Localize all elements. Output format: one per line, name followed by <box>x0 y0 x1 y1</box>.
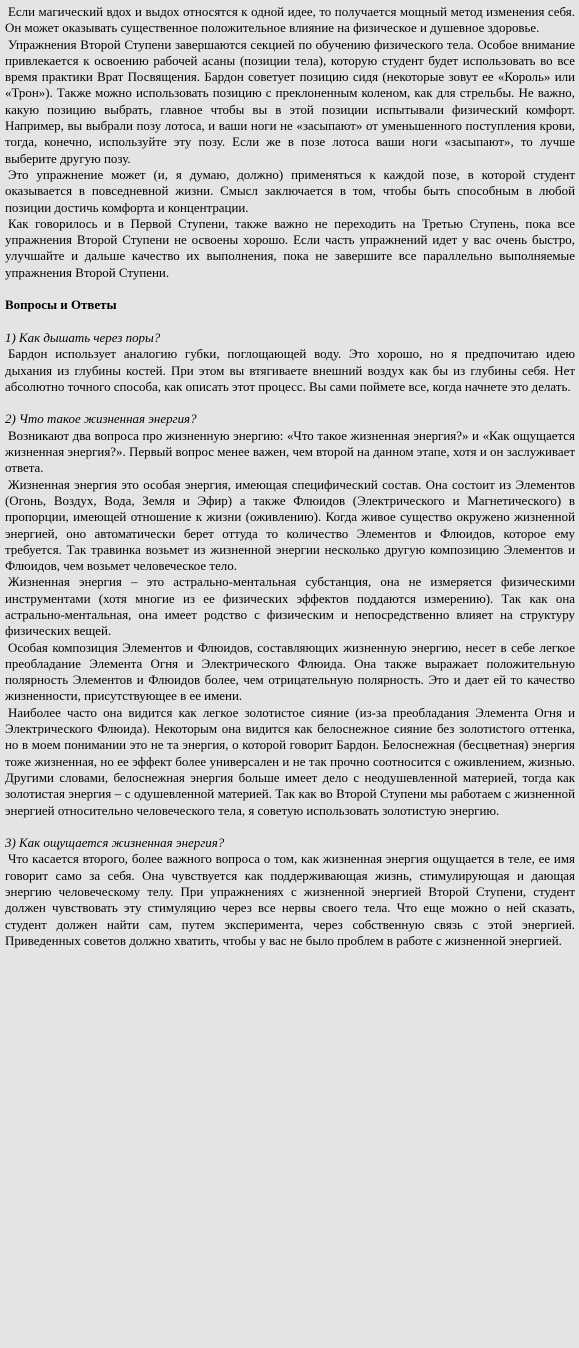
answer-paragraph: Наиболее часто она видится как легкое золотистое сияние (из-за преобладания Элемента Огня и Электрического Флюида). Некоторым она видится как белоснежное сияние без золотистого оттенка, но в моем понимании это не та энергия, о которой говорит Бардон. Белоснежная (бесцветная) энергия тоже жизненная, но ее эффект более универсален и не так прочно соотносится с оживлением, жизнью. Другими словами, белоснежная энергия больше имеет дело с неодушевленной материей, тогда как золотистая энергия – с одушевленной материей. Так как во Второй Ступени мы работаем с жизненной энергией относительно человеческого тела, я советую использовать золотистую энергию. <box>5 704 575 818</box>
intro-paragraph: Упражнения Второй Ступени завершаются секцией по обучению физического тела. Особое внимание привлекается к освоению рабочей асаны (позиции тела), которую студент будет использовать во все время практики Врат Посвящения. Бардон советует позицию сидя (некоторые зовут ее «Король» или «Трон»). Также можно использовать позицию с преклоненным коленом, как для стрельбы. Не важно, какую позицию выбрать, главное чтобы вы в этой позиции испытывали физический комфорт. Например, вы выбрали позу лотоса, и ваши ноги не «засыпают» от уменьшенного поступления крови, тогда, конечно, используйте эту позу. Если же в позе лотоса ваши ноги «засыпают», то лучше выберите другую позу. <box>5 36 575 166</box>
question-title: 1) Как дышать через поры? <box>5 329 161 345</box>
question-block-1 <box>5 330 575 395</box>
answer-paragraph: Что касается второго, более важного вопроса о том, как жизненная энергия ощущается в теле, ее имя говорит само за себя. Она чувствуется как поддерживающая жизнь, стимулирующая и дающая энергию человеческому телу. При упражнениях с жизненной энергией Второй Ступени, студент должен чувствовать эту стимуляцию через все нервы своего тела. Что еще можно о ней сказать, студент должен найти сам, путем эксперимента, через собственную связь с этой энергией. Приведенных советов должно хватить, чтобы у вас не было проблем в работе с жизненной энергией. <box>5 851 575 948</box>
answer-paragraph: Особая композиция Элементов и Флюидов, составляющих жизненную энергию, несет в себе легкое преобладание Элемента Огня и Электрического Флюида. Она также выражает положительную полярность Элементов и Флюидов более, чем отрицательную полярность. Это и дает ей то качество жизненности, присутствующее в ее имени. <box>5 639 575 704</box>
document-page <box>0 4 579 1348</box>
question-block-2 <box>5 411 575 818</box>
question-block-3 <box>5 835 575 949</box>
intro-paragraph: Как говорилось и в Первой Ступени, также важно не переходить на Третью Ступень, пока все упражнения Второй Ступени не освоены хорошо. Если часть упражнений идет у вас очень быстро, улучшайте и дальше качество их выполнения, пока не завершите все параллельно выполняемые упражнения Второй Ступени. <box>5 215 575 280</box>
answer-paragraph: Жизненная энергия – это астрально-ментальная субстанция, она не измеряется физическими инструментами (хотя многие из ее физических эффектов поддаются измерению). Так как она астрально-ментальная, она имеет родство с физическим и непосредственно влияет на структуру физических вещей. <box>5 574 575 639</box>
question-title: 3) Как ощущается жизненная энергия? <box>5 835 225 851</box>
intro-paragraph: Это упражнение может (и, я думаю, должно) применяться к каждой позе, в которой студент оказывается в повседневной жизни. Смысл заключается в том, чтобы быть способным в любой позиции достичь комфорта и концентрации. <box>5 166 575 215</box>
intro-paragraph: Если магический вдох и выдох относятся к одной идее, то получается мощный метод изменения себя. Он может оказывать существенное положительное влияние на физическое и душевное здоровье. <box>5 4 575 36</box>
qa-heading: Вопросы и Ответы <box>5 297 117 313</box>
answer-paragraph: Бардон использует аналогию губки, поглощающей воду. Это хорошо, но я предпочитаю идею дыхания из глубины костей. При этом вы втягиваете внешний воздух как бы из глубины себя. Нет абсолютно точного способа, как описать этот процесс. Вы сами поймете все, когда начнете это делать. <box>5 346 575 394</box>
spacer <box>5 314 575 330</box>
spacer <box>5 395 575 411</box>
spacer <box>5 819 575 835</box>
spacer <box>5 281 575 297</box>
question-title: 2) Что такое жизненная энергия? <box>5 411 197 427</box>
answer-paragraph: Возникают два вопроса про жизненную энергию: «Что такое жизненная энергия?» и «Как ощущается жизненная энергия?». Первый вопрос менее важен, чем второй на данном этапе, хотя и он заслуживает ответа. <box>5 427 575 476</box>
intro-section <box>5 4 575 281</box>
answer-paragraph: Жизненная энергия это особая энергия, имеющая специфический состав. Она состоит из Элементов (Огонь, Воздух, Вода, Земля и Эфир) а также Флюидов (Электрического и Магнетического) в пропорции, имеющей отношение к жизни (оживлению). Когда живое существо окружено жизненной энергией, оно автоматически берет оттуда то количество Элементов и Флюидов, которое ему требуется. Так травинка возьмет из жизненной энергии несколько другую композицию Элементов и Флюидов, чем возьмет человеческое тело. <box>5 476 575 574</box>
